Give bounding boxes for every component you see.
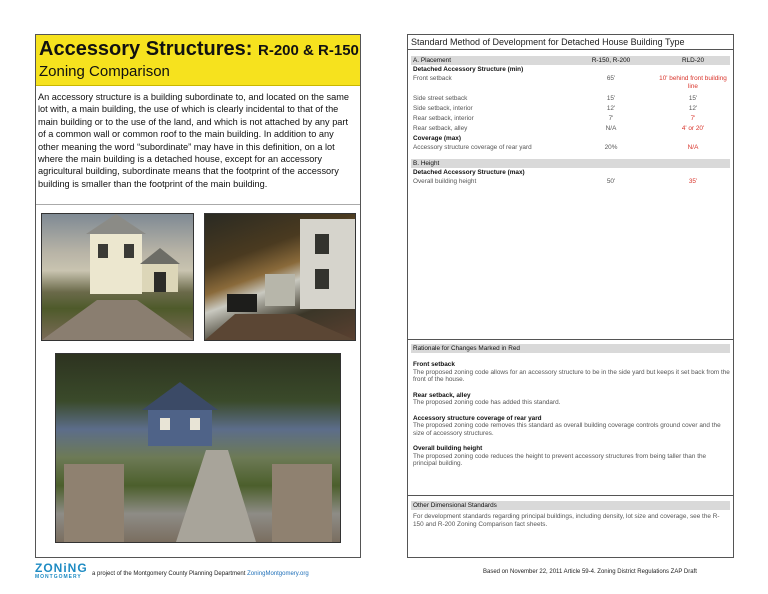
rationale-item: Rear setback, alley The proposed zoning code has added this standard. [413,391,561,406]
other-divider [408,495,733,496]
rationale-divider [408,339,733,340]
rationale-header: Rationale for Changes Marked in Red [411,344,730,353]
photo-divider [36,204,360,205]
table-row: Overall building height 50' 35' [413,178,698,185]
subsection-coverage: Coverage (max) [413,135,461,142]
intro-paragraph: An accessory structure is a building subordinate to, and located on the same lot with, a main building, the use of which is clearly incidental to that of the main building or to the use of the land, and which is not attached by any part of a common wall or common roof to the main building. In addition to any other meaning the word “subordinate” may have in this definition, on a lot where the main building is a detached house, except for an accessory agricultural building, subordinate means that the footprint of the accessory building is smaller than the footprint of the main building. [38,92,350,189]
title-box [36,35,360,86]
table-row: Rear setback, alley N/A 4' or 20' [413,125,705,132]
table-row: Rear setback, interior 7' 7' [413,115,696,122]
table-row: Side setback, interior 12' 12' [413,105,698,112]
section-a-label: A. Placement [413,57,452,64]
house-photo-3 [55,353,341,543]
zoning-montgomery-logo[interactable]: ZONiNG MONTGOMERY [35,561,88,580]
other-standards-text: For development standards regarding principal buildings, including density, lot size and coverage, see the R-150 and R-200 Zoning Comparison fact sheets. [413,513,720,528]
other-standards-header: Other Dimensional Standards [411,501,730,510]
subsection-detached-max: Detached Accessory Structure (max) [413,169,525,176]
other-standards-section [411,501,730,528]
table-row: Front setback 65' 10' behind front building line [413,75,727,90]
left-panel [35,34,361,558]
footer-source-note: Based on November 22, 2011 Article 59-4. Zoning District Regulations ZAP Draft [483,569,697,575]
page-title [39,37,357,63]
title-codes: R-200 & R-150 [258,42,359,59]
footer-link[interactable]: ZoningMontgomery.org [247,571,309,577]
section-b-label: B. Height [413,160,440,167]
house-photo-1 [41,213,194,341]
footer-credit: a project of the Montgomery County Planning Department ZoningMontgomery.org [92,571,309,577]
subsection-detached-min: Detached Accessory Structure (min) [413,66,524,73]
rationale-item: Overall building height The proposed zoning code reduces the height to prevent accessory structures from being taller than the principal building. [413,445,707,467]
house-photo-2 [204,213,356,341]
right-panel [407,34,734,558]
section-b-header [411,159,730,168]
rationale-section [411,344,730,468]
standards-title: Standard Method of Development for Detached House Building Type [408,35,733,50]
rationale-item: Front setback The proposed zoning code allows for an accessory structure to be in the side yard but keeps it set back from the front of the house. [413,361,730,383]
title-main-text: Accessory Structures: [39,38,253,60]
table-row: Accessory structure coverage of rear yard 20% N/A [413,144,699,151]
table-row: Side street setback 15' 15' [413,95,698,102]
rationale-item: Accessory structure coverage of rear yard The proposed zoning code removes this standard as overall building coverage controls ground cover and the size of accessory structures. [413,414,721,437]
page-subtitle: Zoning Comparison [39,63,170,80]
section-a-header [411,56,730,65]
column-header-r150: R-150, R-200 [591,57,631,64]
column-header-rld20: RLD-20 [681,57,705,64]
standards-table [411,55,730,187]
